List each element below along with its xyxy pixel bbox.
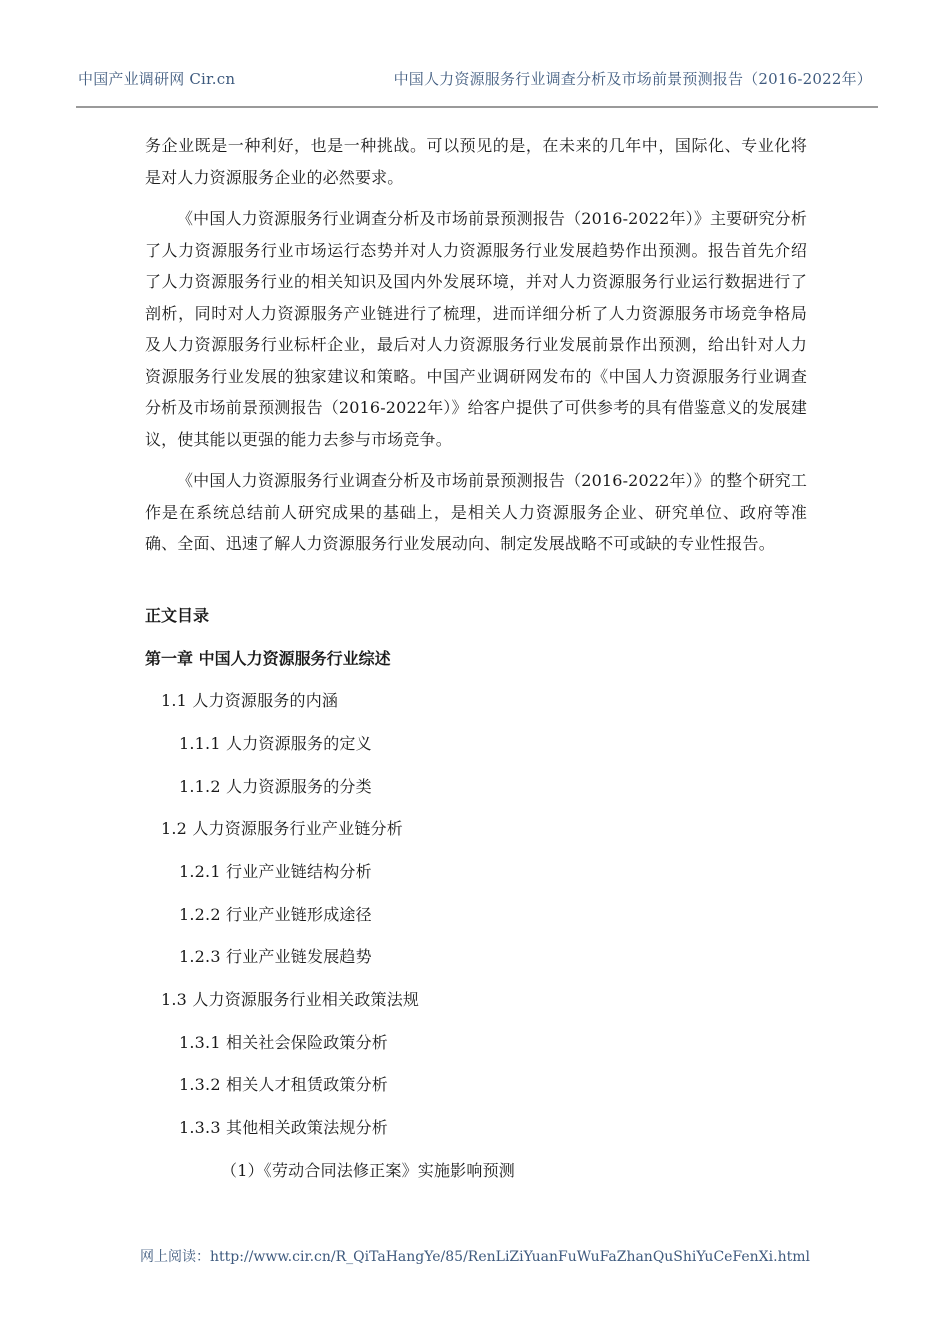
toc-item: 1.3.2 相关人才租赁政策分析: [179, 1075, 388, 1094]
toc-item: 1.3.1 相关社会保险政策分析: [179, 1033, 388, 1052]
toc-item: 1.1.1 人力资源服务的定义: [179, 734, 372, 753]
site-name: 中国产业调研网 Cir.cn: [78, 70, 236, 88]
toc-item: 1.2 人力资源服务行业产业链分析: [161, 819, 403, 838]
toc-chapter-1: 第一章 中国人力资源服务行业综述: [145, 649, 391, 668]
toc-item: 1.2.3 行业产业链发展趋势: [179, 947, 372, 966]
paragraph-research: 《中国人力资源服务行业调查分析及市场前景预测报告（2016-2022年）》的整个研究工作是在系统总结前人研究成果的基础上，是相关人力资源服务企业、研究单位、政府等准确、全面、迅速了解人力资源服务行业发展动向、制定发展战略不可或缺的专业性报告。: [145, 471, 807, 553]
footer-read-online-link[interactable]: 网上阅读：http://www.cir.cn/R_QiTaHangYe/85/RenLiZiYuanFuWuFaZhanQuShiYuCeFenXi.html: [140, 1249, 810, 1265]
toc-item: 1.2.2 行业产业链形成途径: [179, 905, 372, 924]
report-title: 中国人力资源服务行业调查分析及市场前景预测报告（2016-2022年）: [393, 70, 872, 88]
paragraph-summary: 《中国人力资源服务行业调查分析及市场前景预测报告（2016-2022年）》主要研究分析了人力资源服务行业市场运行态势并对人力资源服务行业发展趋势作出预测。报告首先介绍了人力资源服务行业的相关知识及国内外发展环境，并对人力资源服务行业运行数据进行了剖析，同时对人力资源服务产业链进行了梳理，进而详细分析了人力资源服务市场竞争格局及人力资源服务行业标杆企业，最后对人力资源服务行业发展前景作出预测，给出针对人力资源服务行业发展的独家建议和策略。中国产业调研网发布的《中国人力资源服务行业调查分析及市场前景预测报告（2016-2022年）》给客户提供了可供参考的具有借鉴意义的发展建议，使其能以更强的能力去参与市场竞争。: [145, 209, 807, 449]
toc-title: 正文目录: [145, 606, 210, 625]
page-header: [76, 66, 878, 108]
toc-item: 1.1.2 人力资源服务的分类: [179, 777, 372, 796]
toc-item: 1.3.3 其他相关政策法规分析: [179, 1118, 388, 1137]
toc-item: 1.2.1 行业产业链结构分析: [179, 862, 372, 881]
paragraph-intro-end: 务企业既是一种利好，也是一种挑战。可以预见的是，在未来的几年中，国际化、专业化将是对人力资源服务企业的必然要求。: [145, 136, 807, 187]
toc-item: （1）《劳动合同法修正案》实施影响预测: [221, 1161, 515, 1180]
body-text: [145, 130, 807, 570]
toc-item: 1.3 人力资源服务行业相关政策法规: [161, 990, 420, 1009]
toc-item: 1.1 人力资源服务的内涵: [161, 691, 339, 710]
